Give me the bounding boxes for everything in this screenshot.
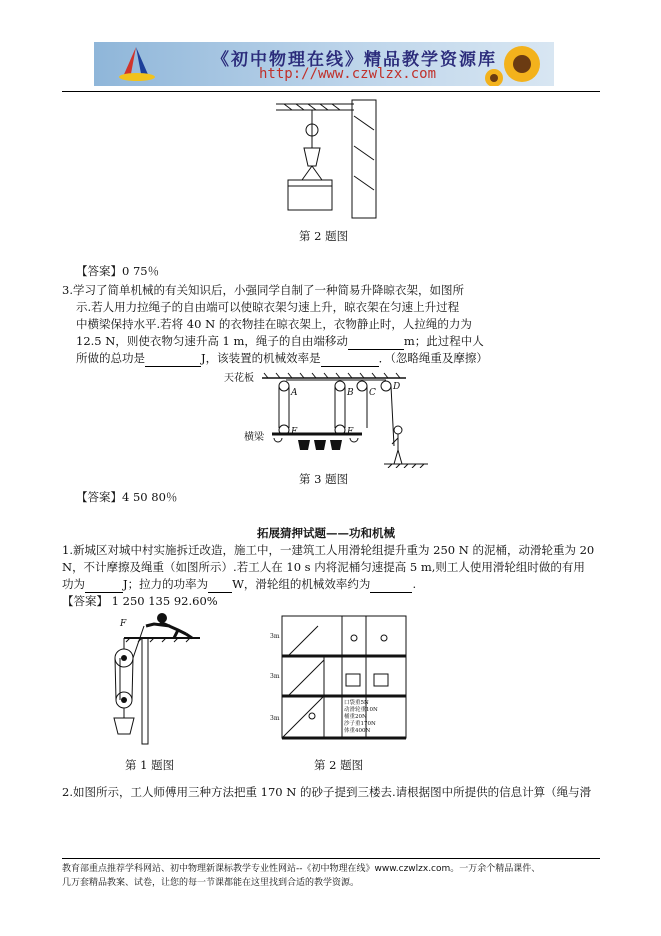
q3-line5-a: 所做的总功是: [76, 351, 145, 365]
answer-blank[interactable]: [208, 580, 232, 593]
p1-line3-c: W，滑轮组的机械效率约为: [232, 577, 371, 591]
q3-line5-b: J，该装置的机械效率是: [201, 351, 321, 365]
answer-blank[interactable]: [370, 580, 412, 593]
footer-rule: [62, 858, 600, 859]
sunflower-image: [482, 42, 554, 86]
info-note: 沙子重170N: [344, 721, 376, 727]
q3-line5: [76, 350, 488, 367]
footer-line1: 教育部重点推荐学科网站、初中物理新课标教学专业性网站--《初中物理在线》www.czwlzx.com。一万余个精品课件、: [62, 864, 541, 874]
label-ceiling: 天花板: [224, 373, 254, 384]
p2-line1: 2.如图所示，工人师傅用三种方法把重 170 N 的砂子提到三楼去.请根据图中所提供的信息计算（绳与滑: [62, 785, 592, 799]
p1-answer: 【答案】 1 250 135 92.60%: [62, 594, 218, 608]
section-title: 拓展猜押试题——功和机械: [257, 526, 395, 540]
label-f: F: [120, 619, 127, 629]
q3-line5-c: ．（忽略绳重及摩擦）: [378, 351, 488, 365]
q3-line3: 中横梁保持水平.若将 40 N 的衣物挂在晾衣架上，衣物静止时，人拉绳的力为: [76, 317, 472, 331]
banner-url[interactable]: http://www.czwlzx.com: [259, 66, 437, 82]
label-a: A: [291, 388, 298, 398]
figure-q3: [216, 368, 432, 468]
label-d: D: [393, 382, 401, 392]
height-label: 3m: [270, 673, 280, 680]
label-e: E: [291, 427, 298, 437]
fig-q3-caption: 第 3 题图: [299, 472, 349, 486]
answer-blank[interactable]: [348, 337, 404, 350]
banner-title: 《初中物理在线》精品教学资源库: [212, 50, 497, 70]
q2-answer: 【答案】0 75％: [76, 264, 160, 278]
site-logo: [114, 45, 160, 83]
fig-p1-caption: 第 1 题图: [125, 758, 175, 772]
info-note: 口袋重5N: [344, 700, 369, 706]
p1-line2: N，不计摩擦及绳重（如图所示）.若工人在 10 s 内将泥桶匀速提高 5 m,则工人使用滑轮组时做的有用: [62, 560, 585, 574]
p1-line3-a: 功为: [62, 577, 85, 591]
q3-line4: [76, 333, 484, 350]
q3-line1: 3.学习了简单机械的有关知识后，小强同学自制了一种简易升降晾衣架，如图所: [62, 283, 464, 297]
fig-p2-caption: 第 2 题图: [314, 758, 364, 772]
figure-q2: [274, 96, 380, 220]
answer-blank[interactable]: [145, 354, 201, 367]
q3-line4-b: m；此过程中人: [403, 334, 484, 348]
p1-line1: 1.新城区对城中村实施拆迁改造，施工中，一建筑工人用滑轮组提升重为 250 N 的泥桶，动滑轮重为 20: [62, 543, 595, 557]
p1-line3-d: .: [412, 577, 417, 591]
header-rule: [62, 91, 600, 92]
info-note: 桶重20N: [344, 714, 367, 720]
figure-p2: [268, 612, 408, 742]
label-f: F: [347, 427, 354, 437]
answer-blank[interactable]: [85, 580, 123, 593]
info-note: 动滑轮重10N: [344, 707, 378, 713]
footer-line2: 几万套精品教案、试卷，让您的每一节课都能在这里找到合适的教学资源。: [62, 878, 360, 888]
label-b: B: [347, 388, 354, 398]
label-beam: 横梁: [244, 432, 264, 443]
label-c: C: [369, 388, 376, 398]
p1-line3-b: J；拉力的功率为: [123, 577, 209, 591]
q3-answer: 【答案】4 50 80％: [76, 490, 178, 504]
q3-line4-a: 12.5 N，则使衣物匀速升高 1 m，绳子的自由端移动: [76, 334, 348, 348]
height-label: 3m: [270, 715, 280, 722]
q3-line2: 示.若人用力拉绳子的自由端可以使晾衣架匀速上升，晾衣架在匀速上升过程: [76, 300, 460, 314]
info-note: 体重400N: [344, 728, 371, 734]
figure-p1: [100, 612, 204, 748]
fig-q2-caption: 第 2 题图: [299, 229, 349, 243]
p1-line3: [62, 576, 416, 593]
height-label: 3m: [270, 633, 280, 640]
answer-blank[interactable]: [321, 354, 379, 367]
header-banner: [94, 42, 554, 86]
